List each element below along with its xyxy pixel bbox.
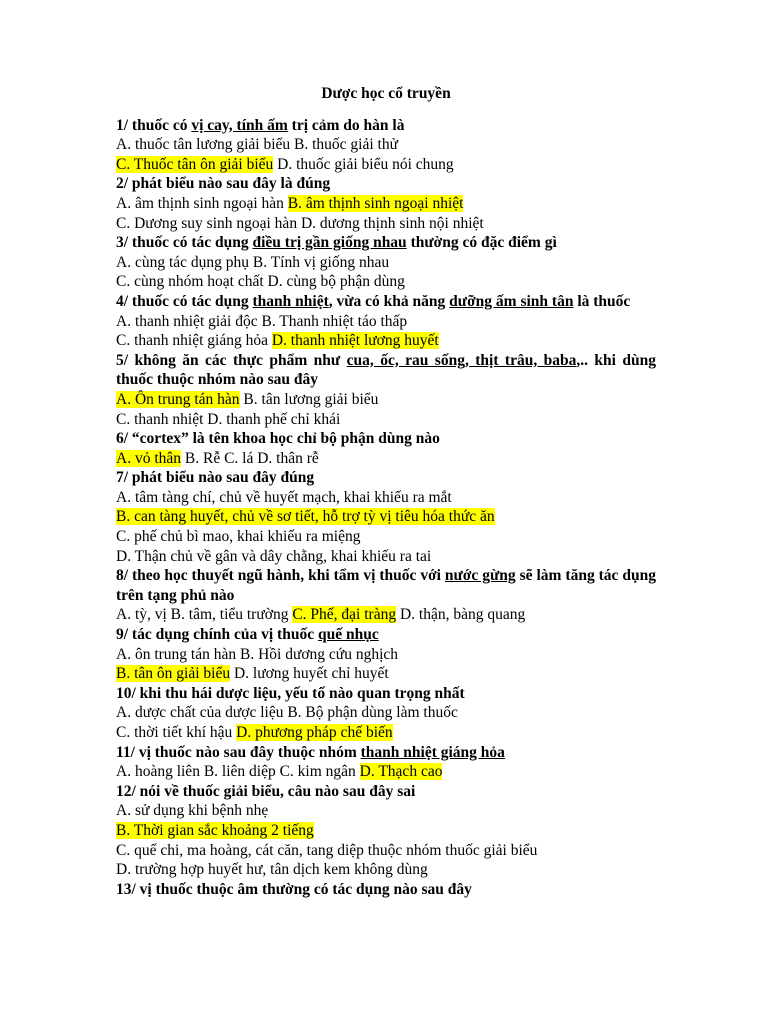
text: B. Rễ C. lá D. thân rễ: [181, 449, 319, 467]
question-13: 13/ vị thuốc thuộc âm thường có tác dụng nào sau đây: [116, 880, 472, 898]
text: D. lương huyết chỉ huyết: [230, 665, 389, 683]
question-1: [116, 116, 656, 136]
text: 1/ thuốc có: [116, 116, 192, 134]
underlined-text: cua, ốc, rau sống, thịt trâu, baba: [346, 351, 577, 369]
text: C. thời tiết khí hậu: [116, 724, 237, 741]
text: D. thuốc giải biểu nói chung: [273, 155, 454, 173]
highlighted-answer: C. Thuốc tân ôn giải biểu: [116, 155, 274, 173]
answer-line: A. tâm tàng chí, chủ về huyết mạch, khai khiếu ra mắt: [116, 488, 452, 506]
underlined-text: nước gừng: [444, 567, 516, 585]
highlighted-answer: D. Thạch cao: [359, 763, 443, 781]
highlighted-answer: B. Thời gian sắc khoảng 2 tiếng: [116, 821, 314, 839]
highlighted-answer: D. phương pháp chế biến: [236, 724, 393, 741]
document-page: [116, 84, 656, 899]
text: A. hoàng liên B. liên diệp C. kim ngân: [116, 763, 360, 781]
highlighted-answer: D. thanh nhiệt lương huyết: [271, 332, 439, 350]
answer-line: C. thanh nhiệt D. thanh phế chỉ khái: [116, 410, 341, 428]
answer-line: [116, 331, 656, 351]
underlined-text: quế nhục: [317, 626, 379, 644]
answer-line: [116, 723, 656, 743]
answer-line: A. dược chất của dược liệu B. Bộ phận dùng làm thuốc: [116, 704, 458, 722]
underlined-text: thanh nhiệt: [252, 292, 329, 310]
text: C. thanh nhiệt giáng hỏa: [116, 332, 272, 350]
answer-line: C. quế chi, ma hoàng, cát căn, tang diệp thuộc nhóm thuốc giải biểu: [116, 841, 538, 859]
answer-line: [116, 390, 656, 410]
text: 9/ tác dụng chính của vị thuốc: [116, 626, 318, 644]
text: A. tỳ, vị B. tâm, tiểu trường: [116, 606, 293, 624]
text: D. thận, bàng quang: [396, 606, 526, 624]
answer-line: C. phế chủ bì mao, khai khiếu ra miệng: [116, 528, 361, 546]
underlined-text: điều trị gần giống nhau: [252, 234, 407, 252]
text: 11/ vị thuốc nào sau đây thuộc nhóm: [116, 743, 361, 761]
question-7: 7/ phát biểu nào sau đây đúng: [116, 469, 315, 487]
question-6: 6/ “cortex” là tên khoa học chỉ bộ phận dùng nào: [116, 430, 440, 448]
answer-line: [116, 762, 656, 782]
highlighted-answer: B. âm thịnh sinh ngoại nhiệt: [287, 194, 464, 212]
answer-line: D. Thận chủ về gân và dây chằng, khai khiếu ra tai: [116, 547, 432, 565]
answer-line: C. cùng nhóm hoạt chất D. cùng bộ phận dùng: [116, 273, 405, 291]
question-3: [116, 233, 656, 253]
answer-line: [116, 155, 656, 175]
text: 8/ theo học thuyết ngũ hành, khi tẩm vị thuốc với: [116, 567, 445, 585]
text: 5/ không ăn các thực phẩm như: [116, 351, 347, 369]
underlined-text: dưỡng ấm sinh tân: [449, 292, 574, 310]
question-11: [116, 743, 656, 763]
question-8: [116, 566, 656, 605]
text: , vừa có khả năng: [328, 292, 450, 310]
question-4: [116, 292, 656, 312]
answer-line: A. ôn trung tán hàn B. Hồi dương cứu nghịch: [116, 645, 399, 663]
text: thường có đặc điểm gì: [406, 234, 557, 252]
highlighted-answer: B. can tàng huyết, chủ về sơ tiết, hỗ trợ tỳ vị tiêu hóa thức ăn: [116, 508, 495, 526]
underlined-text: thanh nhiệt giáng hỏa: [360, 743, 505, 761]
text: 4/ thuốc có tác dụng: [116, 292, 253, 310]
text: ,.. khi dùng thuốc thuộc nhóm nào sau đây: [116, 351, 656, 389]
document-title: Dược học cổ truyền: [321, 85, 451, 102]
question-2: 2/ phát biểu nào sau đây là đúng: [116, 175, 331, 193]
answer-line: [116, 507, 656, 527]
text: B. tân lương giải biểu: [239, 390, 379, 408]
question-5: [116, 351, 656, 390]
highlighted-answer: A. vỏ thân: [116, 449, 182, 467]
text: A. âm thịnh sinh ngoại hàn: [116, 194, 288, 212]
answer-line: [116, 194, 656, 214]
answer-line: A. thanh nhiệt giải độc B. Thanh nhiệt táo thấp: [116, 312, 408, 330]
text: 3/ thuốc có tác dụng: [116, 234, 253, 252]
text: trị cảm do hàn là: [287, 116, 405, 134]
text: là thuốc: [573, 292, 631, 310]
answer-line: A. sử dụng khi bệnh nhẹ: [116, 802, 269, 820]
answer-line: [116, 664, 656, 684]
highlighted-answer: A. Ôn trung tán hàn: [116, 390, 240, 408]
question-12: 12/ nói về thuốc giải biểu, câu nào sau đây sai: [116, 782, 416, 800]
underlined-text: vị cay, tính ấm: [191, 116, 288, 134]
question-10: 10/ khi thu hái dược liệu, yếu tố nào quan trọng nhất: [116, 684, 465, 702]
answer-line: A. cùng tác dụng phụ B. Tính vị giống nhau: [116, 253, 390, 271]
answer-line: C. Dương suy sinh ngoại hàn D. dương thịnh sinh nội nhiệt: [116, 214, 484, 232]
highlighted-answer: B. tân ôn giải biểu: [116, 665, 231, 683]
answer-line: A. thuốc tân lương giải biểu B. thuốc giải thử: [116, 136, 398, 154]
answer-line: D. trường hợp huyết hư, tân dịch kem không dùng: [116, 861, 428, 879]
question-9: [116, 625, 656, 645]
highlighted-answer: C. Phế, đại tràng: [292, 606, 397, 624]
text: sẽ làm tăng tác dụng trên tạng phủ nào: [116, 567, 656, 604]
answer-line: [116, 821, 656, 841]
answer-line: [116, 605, 656, 625]
answer-line: [116, 449, 656, 469]
